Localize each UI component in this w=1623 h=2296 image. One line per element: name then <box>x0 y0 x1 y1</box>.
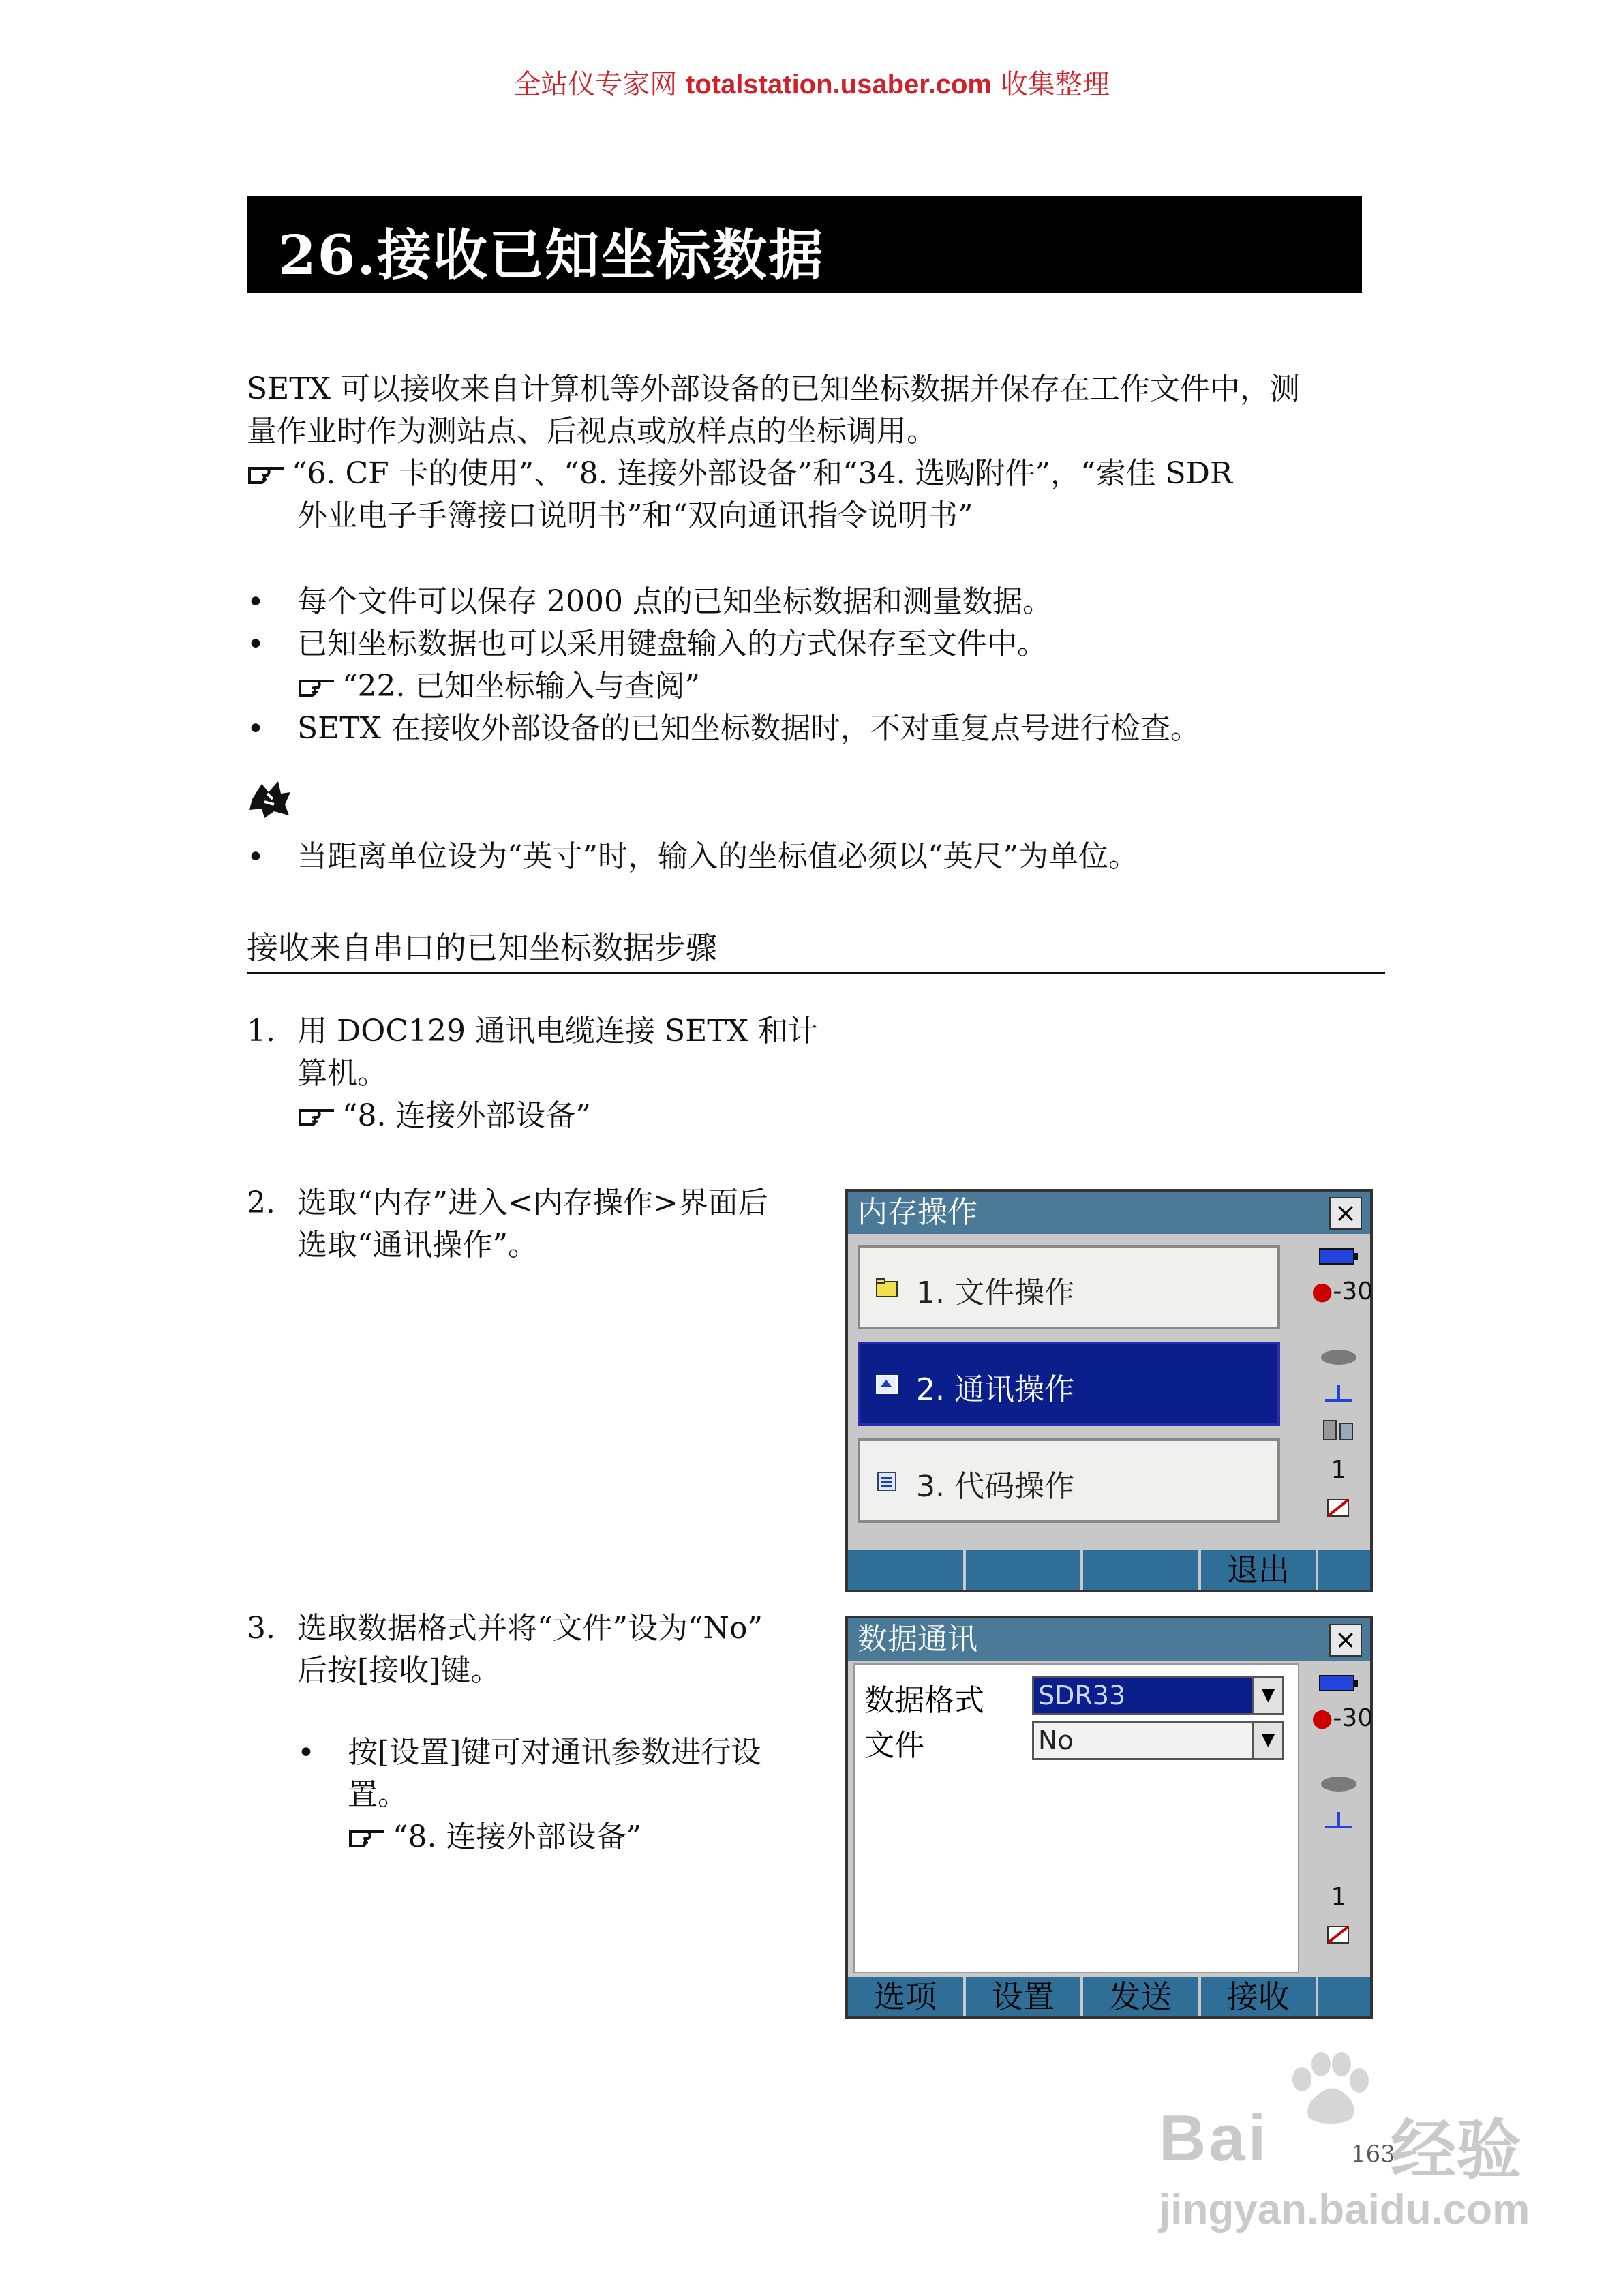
input-mode-indicator <box>1311 1456 1366 1484</box>
bullet-dot: • <box>247 712 264 746</box>
pointing-hand-icon <box>297 668 337 695</box>
menu-item-label: 3. 代码操作 <box>916 1469 1074 1504</box>
softkey-bar <box>848 1977 1370 2016</box>
exit-softkey[interactable]: 退出 <box>1201 1550 1319 1590</box>
step-2-number: 2. <box>247 1185 275 1220</box>
tilt-icon <box>1311 1772 1366 1800</box>
target-mode-icon <box>1311 1417 1366 1450</box>
section-heading: 接收来自串口的已知坐标数据步骤 <box>247 923 1385 974</box>
softkey-spacer <box>1318 1977 1370 2016</box>
menu-item-code-operation[interactable] <box>858 1438 1280 1523</box>
compensator-icon <box>1311 1807 1366 1837</box>
ref-text: “8. 连接外部设备” <box>342 1098 591 1133</box>
watermark-url: jingyan.baidu.com <box>1159 2186 1530 2233</box>
step-2-line-1: 选取“内存”进入<内存操作>界面后 <box>297 1185 768 1220</box>
intro-ref <box>247 453 1232 495</box>
close-button[interactable]: × <box>1329 1624 1362 1657</box>
code-list-icon <box>875 1471 898 1492</box>
intro-line-1: SETX 可以接收来自计算机等外部设备的已知坐标数据并保存在工作文件中，测 <box>247 372 1300 406</box>
pointing-hand-icon <box>247 455 286 483</box>
prism-constant-indicator: ●-30 <box>1311 1704 1374 1732</box>
step-1-number: 1. <box>247 1014 275 1048</box>
prism-constant-value: -30 <box>1333 1704 1374 1732</box>
options-softkey[interactable]: 选项 <box>848 1977 966 2016</box>
page-header <box>0 63 1623 102</box>
intro-line-2: 量作业时作为测站点、后视点或放样点的坐标调用。 <box>247 414 937 449</box>
step-1-line-2: 算机。 <box>297 1056 387 1091</box>
intro-ref-line-2: 外业电子手簿接口说明书”和“双向通讯指令说明书” <box>297 498 973 533</box>
step-1-ref <box>297 1095 591 1137</box>
input-mode-indicator <box>1311 1883 1366 1911</box>
softkey-bar <box>848 1550 1370 1590</box>
softkey-spacer <box>1318 1550 1370 1590</box>
softkey-1[interactable] <box>848 1550 966 1590</box>
input-mode-value: 1 <box>1331 1456 1347 1484</box>
chevron-down-icon: ▼ <box>1252 1678 1282 1713</box>
step-3-bullet-line-1: 按[设置]键可对通讯参数进行设 <box>348 1735 761 1770</box>
bullet-dot: • <box>247 585 264 620</box>
watermark-brand: Bai <box>1159 2102 1269 2175</box>
step-3-ref <box>348 1816 641 1858</box>
note-bullet-2-ref <box>297 665 700 708</box>
receive-softkey[interactable]: 接收 <box>1201 1977 1319 2016</box>
menu-item-label: 1. 文件操作 <box>916 1275 1074 1310</box>
file-value: No <box>1038 1725 1074 1755</box>
close-button[interactable]: × <box>1329 1197 1362 1230</box>
prism-constant-value: -30 <box>1333 1278 1374 1305</box>
send-softkey[interactable]: 发送 <box>1083 1977 1201 2016</box>
memory-icon <box>1311 1496 1366 1526</box>
header-suffix: 收集整理 <box>991 69 1110 100</box>
chapter-title: 26.接收已知坐标数据 <box>278 223 825 287</box>
folder-icon <box>875 1278 898 1298</box>
bullet-dot: • <box>247 840 264 875</box>
data-format-select[interactable] <box>1032 1676 1284 1715</box>
header-site[interactable]: totalstation.usaber.com <box>686 70 992 100</box>
input-mode-value: 1 <box>1331 1883 1347 1911</box>
bullet-dot: • <box>297 1736 315 1770</box>
ref-text: “8. 连接外部设备” <box>393 1819 641 1854</box>
step-3-line-2: 后按[接收]键。 <box>297 1653 501 1688</box>
softkey-3[interactable] <box>1083 1550 1201 1590</box>
step-3-line-1: 选取数据格式并将“文件”设为“No” <box>297 1611 763 1646</box>
pointing-hand-icon <box>297 1098 337 1125</box>
menu-item-file-operation[interactable] <box>858 1245 1280 1329</box>
paw-icon <box>1281 2052 1377 2127</box>
data-format-value: SDR33 <box>1038 1680 1126 1710</box>
watermark-brand-2: 经验 <box>1391 2114 1521 2187</box>
page-number: 163 <box>1351 2141 1395 2168</box>
tilt-icon <box>1311 1346 1366 1374</box>
softkey-2[interactable] <box>966 1550 1084 1590</box>
battery-icon <box>1311 1672 1366 1699</box>
screen-data-comms <box>845 1616 1373 2019</box>
ref-text: “22. 已知坐标输入与查阅” <box>342 669 700 704</box>
menu-item-comms-operation[interactable] <box>858 1342 1280 1426</box>
screen-memory-operation <box>845 1189 1373 1592</box>
chapter-title-bar <box>247 196 1362 293</box>
pointing-hand-icon <box>348 1819 387 1846</box>
screen-title: 数据通讯 <box>848 1618 1370 1661</box>
note-bullet-3: SETX 在接收外部设备的已知坐标数据时，不对重复点号进行检查。 <box>297 711 1200 746</box>
caution-text: 当距离单位设为“英寸”时，输入的坐标值必须以“英尺”为单位。 <box>297 839 1138 874</box>
compensator-icon <box>1311 1380 1366 1410</box>
memory-icon <box>1311 1922 1366 1953</box>
step-1-line-1: 用 DOC129 通讯电缆连接 SETX 和计 <box>297 1014 818 1048</box>
screen-title: 内存操作 <box>848 1192 1370 1234</box>
file-select[interactable] <box>1032 1721 1284 1760</box>
step-3-number: 3. <box>247 1611 275 1646</box>
note-bullet-2: 已知坐标数据也可以采用键盘输入的方式保存至文件中。 <box>297 626 1047 661</box>
ref-line-1: “6. CF 卡的使用”、“8. 连接外部设备”和“34. 选购附件”，“索佳 SDR <box>292 456 1233 491</box>
data-format-label: 数据格式 <box>864 1683 984 1718</box>
header-prefix: 全站仪专家网 <box>513 69 686 100</box>
menu-item-label: 2. 通讯操作 <box>916 1372 1074 1407</box>
comms-icon <box>875 1374 898 1395</box>
battery-icon <box>1311 1245 1366 1272</box>
bullet-dot: • <box>247 627 264 662</box>
step-3-bullet-line-2: 置。 <box>348 1777 408 1812</box>
chevron-down-icon: ▼ <box>1252 1723 1282 1758</box>
file-label: 文件 <box>864 1728 924 1763</box>
step-2-line-2: 选取“通讯操作”。 <box>297 1228 538 1263</box>
note-bullet-1: 每个文件可以保存 2000 点的已知坐标数据和测量数据。 <box>297 584 1052 619</box>
prism-constant-indicator: ●-30 <box>1311 1278 1374 1305</box>
settings-softkey[interactable]: 设置 <box>966 1977 1084 2016</box>
caution-icon <box>247 779 294 819</box>
